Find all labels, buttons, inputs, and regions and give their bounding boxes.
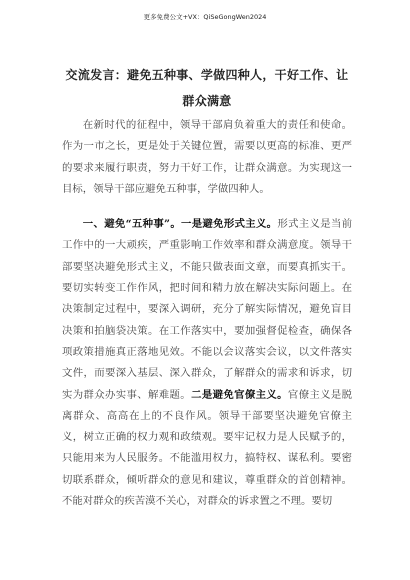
section-text-2: 官僚主义是脱离群众、高高在上的不良作风。领导干部要坚决避免官僚主义，树立正确的权力观和政绩观。要牢记权力是人民赋予的，只能用来为人民服务。不能滥用权力，搞特权、谋私利。要密切联系群众，倾听群众的意见和建议，尊重群众的首创精神。不能对群众的疾苦漠不关心，对群众的诉求置之不理。要切 (62, 388, 353, 508)
section-heading-2: 二是避免官僚主义。 (191, 388, 288, 401)
document-body (62, 115, 352, 512)
body-paragraph (62, 214, 352, 512)
section-text-1: 形式主义是当前工作中的一大顽疾，严重影响工作效率和群众满意度。领导干部要坚决避免形式主义，不能只做表面文章，而要真抓实干。要切实转变工作作风，把时间和精力放在解决实际问题上。在决策制定过程中，要深入调研，充分了解实际情况，避免盲目决策和拍脑袋决策。在工作落实中，要加强督促检查，确保各项政策措施真正落地见效。不能以会议落实会议，以文件落实文件，而要深入基层、深入群众，了解群众的需求和诉求，切实为群众办实事、解难题。 (62, 218, 352, 401)
intro-paragraph: 在新时代的征程中，领导干部肩负着重大的责任和使命。作为一市之长，更是处于关键位置，需要以更高的标准、更严的要求来履行职责，努力干好工作，让群众满意。为实现这一目标，领导干部应避免五种事，学做四种人。 (62, 119, 352, 195)
document-title: 交流发言：避免五种事、学做四种人，干好工作、让群众满意 (65, 68, 349, 108)
page-header: 更多免费公文+VX：QiSeGongWen2024 (143, 13, 267, 21)
section-heading-1: 一、避免“五种事”。一是避免形式主义。 (82, 218, 278, 231)
